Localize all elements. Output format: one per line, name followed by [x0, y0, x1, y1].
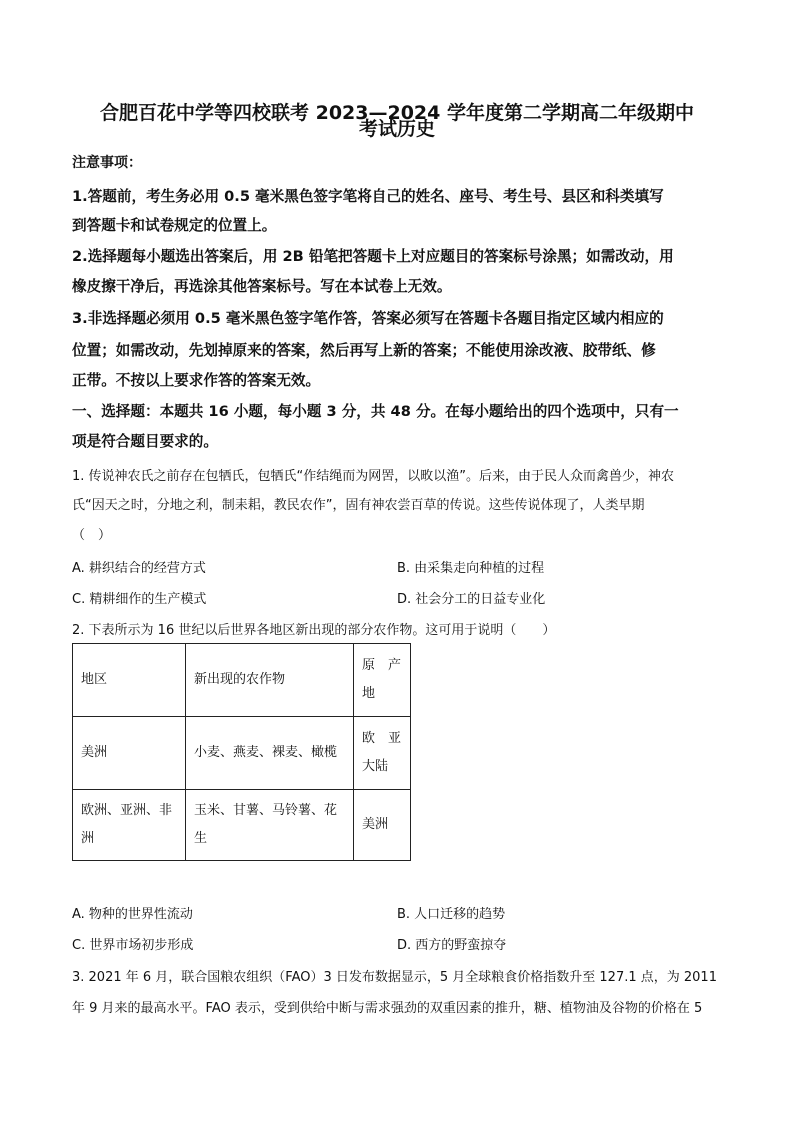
question-2-option-c: C. 世界市场初步形成	[72, 938, 194, 953]
crops-table	[72, 643, 411, 861]
table-cell: 玉米、甘薯、马铃薯、花生	[186, 790, 354, 861]
notice-line: 1.答题前，考生务必用 0.5 毫米黑色签字笔将自己的姓名、座号、考生号、县区和科类填写	[72, 188, 664, 205]
table-row	[73, 717, 411, 790]
table-cell: 小麦、燕麦、裸麦、橄榄	[186, 717, 354, 790]
question-1-option-b: B. 由采集走向种植的过程	[397, 561, 545, 576]
table-cell: 美洲	[73, 717, 186, 790]
notice-line: 位置；如需改动，先划掉原来的答案，然后再写上新的答案；不能使用涂改液、胶带纸、修	[72, 342, 656, 359]
question-3-stem: 3. 2021 年 6 月，联合国粮农组织（FAO）3 日发布数据显示，5 月全球粮食价格指数升至 127.1 点，为 2011	[72, 970, 717, 985]
notice-heading: 注意事项：	[72, 155, 142, 171]
question-1-stem: 1. 传说神农氏之前存在包牺氏，包牺氏“作结绳而为网罟，以畋以渔”。后来，由于民人众而禽兽少，神农	[72, 469, 675, 484]
question-3-stem: 年 9 月来的最高水平。FAO 表示，受到供给中断与需求强劲的双重因素的推升，糖、植物油及谷物的价格在 5	[72, 1001, 703, 1016]
table-header-row	[73, 644, 411, 717]
notice-line: 到答题卡和试卷规定的位置上。	[72, 217, 277, 234]
question-1-option-c: C. 精耕细作的生产模式	[72, 592, 207, 607]
section-heading: 项是符合题目要求的。	[72, 433, 218, 450]
question-2-option-d: D. 西方的野蛮掠夺	[397, 938, 507, 953]
table-row	[73, 790, 411, 861]
exam-title-line-1: 合肥百花中学等四校联考 2023—2024 学年度第二学期高二年级期中	[100, 102, 694, 124]
table-cell: 美洲	[354, 790, 411, 861]
exam-title-line-2: 考试历史	[358, 118, 435, 140]
question-1-option-a: A. 耕织结合的经营方式	[72, 561, 206, 576]
table-header-cell: 原 产地	[354, 644, 411, 717]
question-1-stem: 氏“因天之时，分地之利，制耒耜，教民农作”，固有神农尝百草的传说。这些传说体现了，人类早期	[72, 498, 645, 513]
question-2-option-b: B. 人口迁移的趋势	[397, 907, 506, 922]
table-cell: 欧 亚大陆	[354, 717, 411, 790]
table-cell: 欧洲、亚洲、非洲	[73, 790, 186, 861]
section-heading: 一、选择题：本题共 16 小题，每小题 3 分，共 48 分。在每小题给出的四个选项中，只有一	[72, 403, 679, 420]
notice-line: 橡皮擦干净后，再选涂其他答案标号。写在本试卷上无效。	[72, 278, 452, 295]
notice-line: 3.非选择题必须用 0.5 毫米黑色签字笔作答，答案必须写在答题卡各题目指定区域内相应的	[72, 310, 664, 327]
table-header-cell: 地区	[73, 644, 186, 717]
question-1-option-d: D. 社会分工的日益专业化	[397, 592, 546, 607]
question-2-stem: 2. 下表所示为 16 世纪以后世界各地区新出现的部分农作物。这可用于说明（ ）	[72, 623, 556, 638]
question-2-option-a: A. 物种的世界性流动	[72, 907, 193, 922]
notice-line: 2.选择题每小题选出答案后，用 2B 铅笔把答题卡上对应题目的答案标号涂黑；如需改动，用	[72, 248, 674, 265]
table-header-cell: 新出现的农作物	[186, 644, 354, 717]
notice-line: 正带。不按以上要求作答的答案无效。	[72, 372, 321, 389]
question-1-stem: （ ）	[72, 528, 112, 543]
